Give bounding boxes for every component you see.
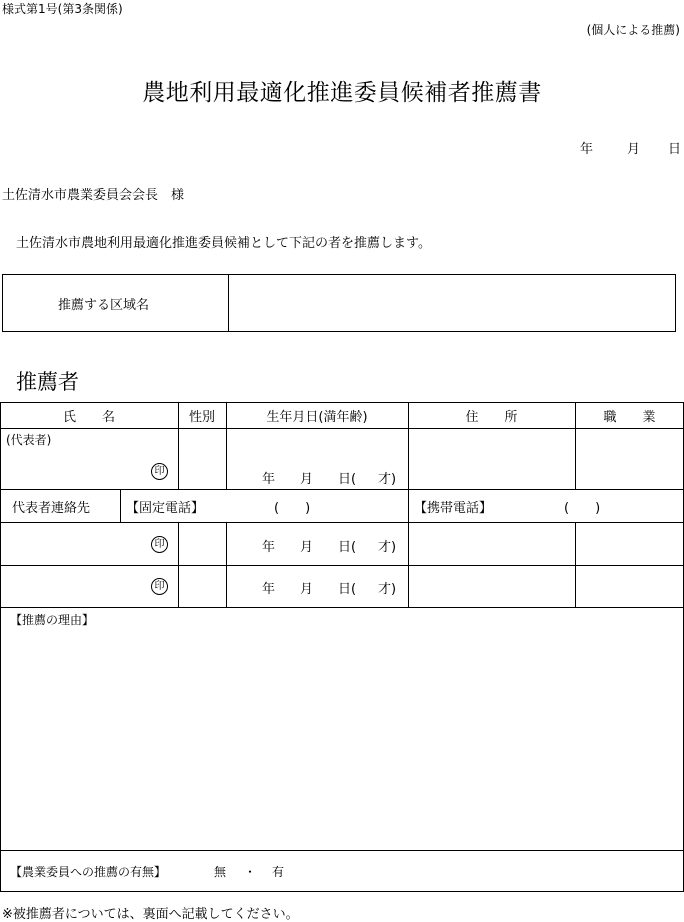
seal-icon: 印	[151, 463, 168, 480]
recommendation-label: 【農業委員への推薦の有無】	[10, 865, 167, 879]
seal-icon: 印	[151, 578, 168, 595]
header-occupation: 職 業	[603, 410, 656, 425]
birth-age: 才)	[378, 540, 397, 555]
section-title: 推薦者	[16, 370, 79, 394]
representative-label: (代表者)	[6, 433, 52, 447]
header-address: 住 所	[465, 410, 518, 425]
birth-age: 才)	[378, 582, 397, 597]
birth-day: 日(	[338, 582, 357, 597]
birth-age: 才)	[378, 472, 397, 487]
recommendation-none[interactable]: 無	[214, 865, 227, 879]
contact-label: 代表者連絡先	[12, 501, 91, 516]
form-number: 様式第1号(第3条関係)	[2, 2, 123, 16]
birth-month: 月	[300, 582, 314, 597]
reason-label: 【推薦の理由】	[10, 613, 95, 627]
birth-year: 年	[262, 540, 276, 555]
birth-month: 月	[300, 472, 314, 487]
mobile-paren: ( )	[564, 501, 601, 516]
recommendation-yes[interactable]: 有	[272, 865, 285, 879]
district-label: 推薦する区域名	[58, 298, 150, 313]
mobile-label: 【携帯電話】	[414, 501, 493, 516]
birth-year: 年	[262, 472, 276, 487]
header-birth: 生年月日(満年齢)	[266, 410, 368, 425]
footnote: ※被推薦者については、裏面へ記載してください。	[2, 907, 299, 922]
landline-paren: ( )	[274, 501, 311, 516]
header-gender: 性別	[188, 410, 215, 425]
addressee: 土佐清水市農業委員会会長 様	[2, 188, 185, 203]
birth-day: 日(	[338, 472, 357, 487]
seal-icon: 印	[151, 536, 168, 553]
birth-year: 年	[262, 582, 276, 597]
landline-label: 【固定電話】	[126, 501, 205, 516]
birth-month: 月	[300, 540, 314, 555]
header-name: 氏 名	[62, 410, 115, 425]
form-type: (個人による推薦)	[586, 23, 680, 37]
page-title: 農地利用最適化推進委員候補者推薦書	[142, 80, 542, 106]
date-day: 日	[668, 142, 682, 157]
reason-field[interactable]	[4, 628, 680, 846]
birth-day: 日(	[338, 540, 357, 555]
date-year: 年	[580, 142, 594, 157]
statement: 土佐清水市農地利用最適化推進委員候補として下記の者を推薦します。	[16, 236, 431, 251]
date-month: 月	[627, 142, 641, 157]
recommendation-dot: ・	[244, 865, 257, 879]
